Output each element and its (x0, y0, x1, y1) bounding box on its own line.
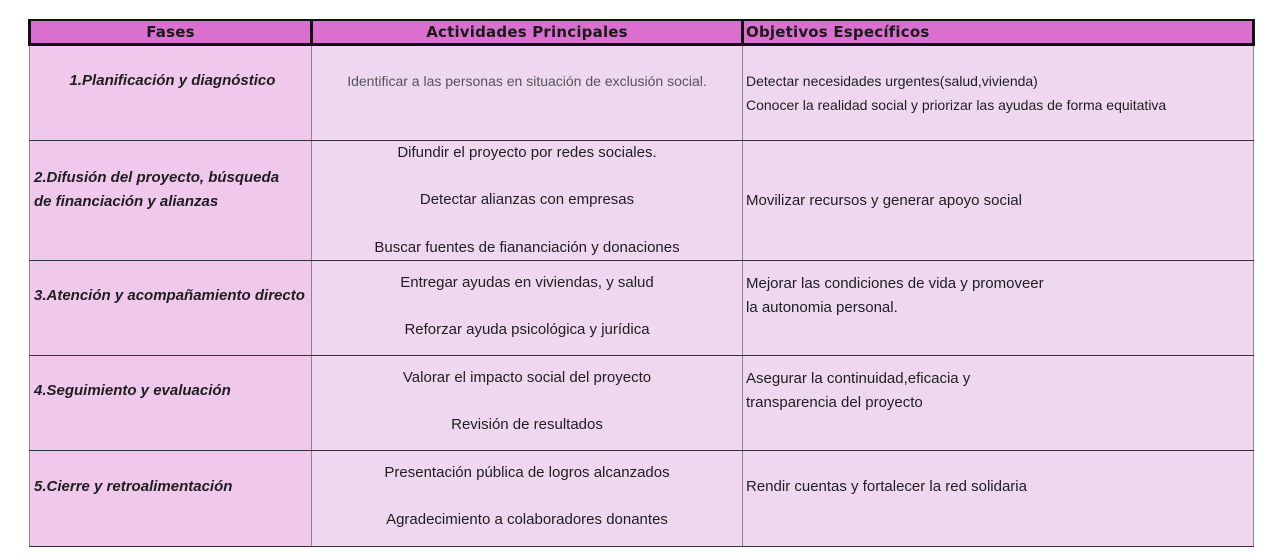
table-row (30, 356, 1254, 451)
actividad-text: Identificar a las personas en situación de exclusión social. (347, 73, 707, 89)
actividades-cell[interactable] (312, 356, 743, 451)
header-fases[interactable]: Fases (30, 20, 312, 45)
objetivo-text: transparencia del proyecto (746, 394, 923, 411)
fase-cell[interactable] (30, 45, 312, 141)
fase-text: 3.Atención y acompañamiento directo (34, 287, 305, 304)
actividad-text: Agradecimiento a colaboradores donantes (386, 511, 668, 528)
spacer (312, 165, 742, 188)
actividad-text: Entregar ayudas en viviendas, y salud (400, 273, 654, 291)
spacer (312, 392, 742, 415)
fase-text: 2.Difusión del proyecto, búsqueda (34, 168, 280, 186)
fase-cell[interactable] (30, 451, 312, 547)
fase-cell[interactable] (30, 356, 312, 451)
actividad-text: Revisión de resultados (451, 415, 603, 433)
table-row (30, 45, 1254, 141)
header-objetivos[interactable]: Objetivos Específicos (743, 20, 1254, 45)
objetivos-cell[interactable] (743, 141, 1254, 261)
actividades-cell[interactable] (312, 45, 743, 141)
fase-text: 5.Cierre y retroalimentación (34, 477, 233, 495)
actividad-text: Detectar alianzas con empresas (419, 191, 635, 208)
objetivo-text: Movilizar recursos y generar apoyo social (746, 191, 1022, 209)
table-row (30, 261, 1254, 356)
spacer (312, 297, 742, 320)
actividad-text: Valorar el impacto social del proyecto (402, 368, 652, 386)
fase-text: 1.Planificación y diagnóstico (69, 72, 276, 89)
objetivo-text: Mejorar las condiciones de vida y promoveer (746, 275, 1044, 292)
actividad-text: Presentación pública de logros alcanzados (384, 464, 670, 481)
objetivos-cell[interactable] (743, 261, 1254, 356)
objetivo-text: Asegurar la continuidad,eficacia y (746, 370, 971, 387)
actividad-text: Difundir el proyecto por redes sociales. (397, 144, 657, 161)
header-row (30, 20, 1254, 45)
actividades-cell[interactable] (312, 451, 743, 547)
actividad-text: Buscar fuentes de fiananciación y donaciones (374, 239, 680, 256)
actividades-cell[interactable] (312, 141, 743, 261)
spacer (312, 487, 742, 510)
fase-text: de financiación y alianzas (34, 192, 219, 210)
objetivos-cell[interactable] (743, 451, 1254, 547)
objetivo-text: la autonomia personal. (746, 299, 898, 316)
actividad-text: Reforzar ayuda psicológica y jurídica (404, 320, 650, 338)
fase-cell[interactable] (30, 261, 312, 356)
objetivo-text: Rendir cuentas y fortalecer la red solidaria (746, 477, 1027, 495)
fase-text: 4.Seguimiento y evaluación (34, 382, 231, 399)
objetivos-cell[interactable] (743, 45, 1254, 141)
objetivo-text: Detectar necesidades urgentes(salud,vivienda) (746, 73, 1038, 89)
actividades-cell[interactable] (312, 261, 743, 356)
phases-table (28, 19, 1255, 547)
header-actividades[interactable]: Actividades Principales (312, 20, 743, 45)
spacer (312, 212, 742, 236)
objetivo-text: Conocer la realidad social y priorizar las ayudas de forma equitativa (746, 97, 1167, 113)
fase-cell[interactable] (30, 141, 312, 261)
objetivos-cell[interactable] (743, 356, 1254, 451)
table-row (30, 141, 1254, 261)
table-row (30, 451, 1254, 547)
